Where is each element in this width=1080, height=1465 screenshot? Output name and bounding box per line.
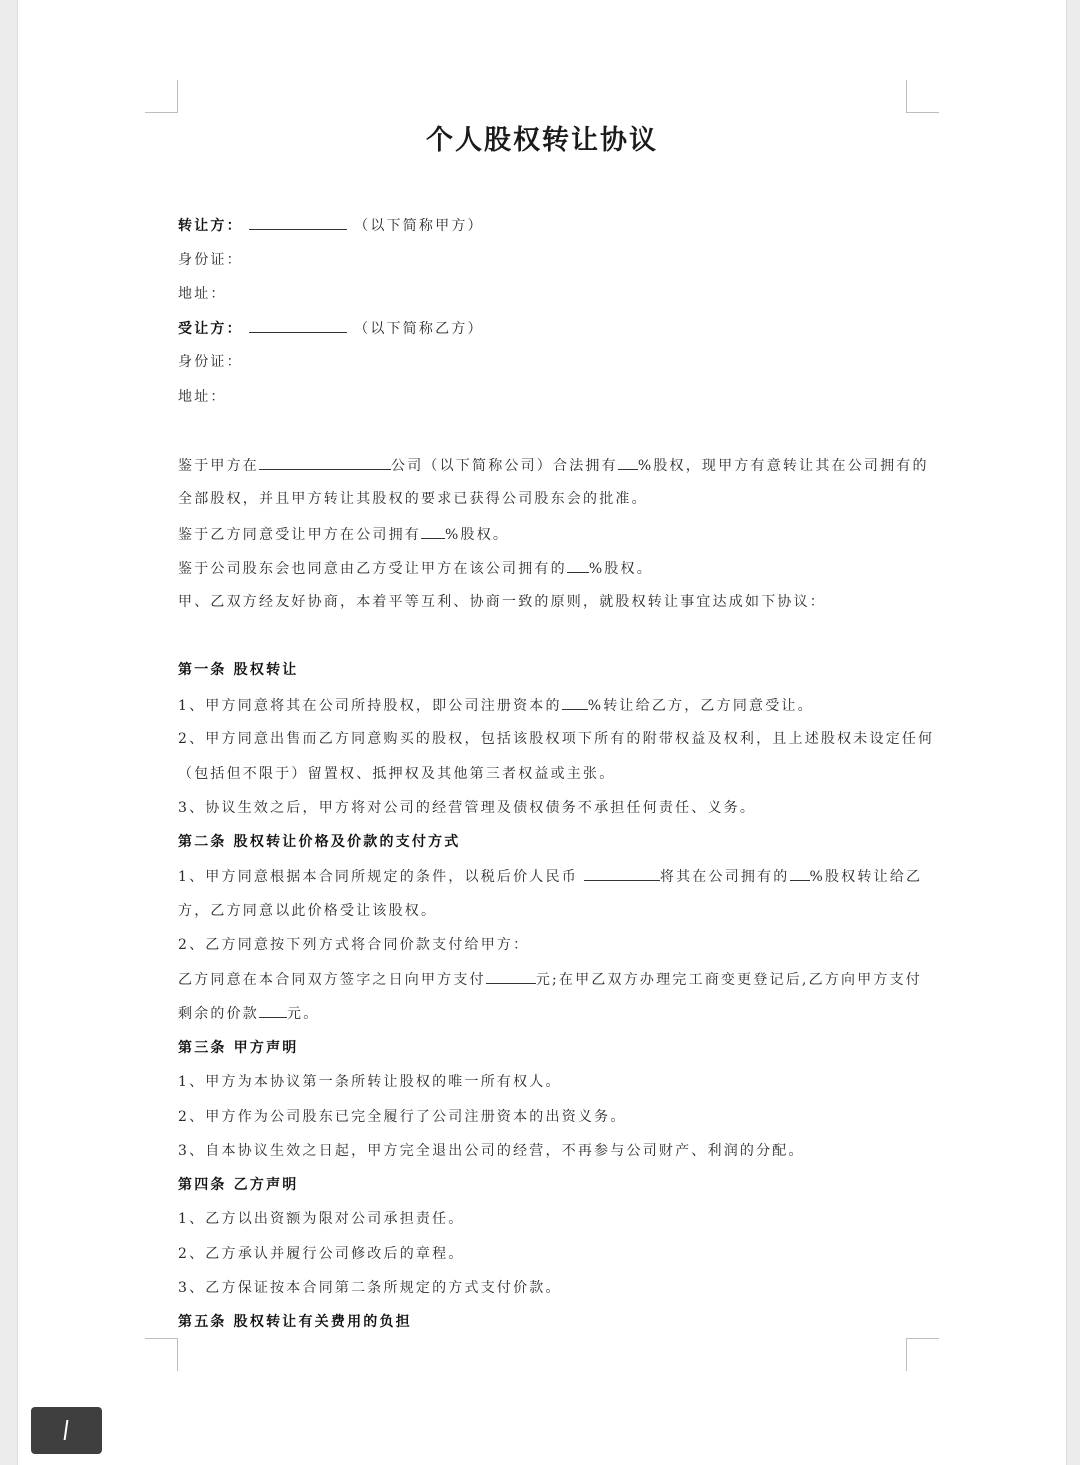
article-5-heading: 第五条 股权转让有关费用的负担 bbox=[178, 1314, 412, 1330]
recital-text: 鉴于公司股东会也同意由乙方受让甲方在该公司拥有的 bbox=[178, 561, 567, 577]
transferor-label: 转让方： bbox=[178, 218, 243, 234]
recital-text: %股权。 bbox=[588, 561, 653, 577]
blank-field[interactable] bbox=[562, 695, 588, 710]
recital-1-cont: 全部股权，并且甲方转让其股权的要求已获得公司股东会的批准。 bbox=[178, 491, 648, 507]
article-3-clause-1: 1、甲方为本协议第一条所转让股权的唯一所有权人。 bbox=[178, 1074, 562, 1090]
recital-text: 公司（以下简称公司）合法拥有 bbox=[391, 458, 618, 474]
transferee-label: 受让方： bbox=[178, 321, 243, 337]
article-3-heading: 第三条 甲方声明 bbox=[178, 1040, 299, 1056]
blank-field[interactable] bbox=[618, 455, 638, 470]
clause-text: %转让给乙方，乙方同意受让。 bbox=[587, 698, 814, 714]
article-4-clause-3: 3、乙方保证按本合同第二条所规定的方式支付价款。 bbox=[178, 1280, 562, 1296]
article-3-clause-3: 3、自本协议生效之日起，甲方完全退出公司的经营，不再参与公司财产、利润的分配。 bbox=[178, 1143, 805, 1159]
recital-2 bbox=[178, 524, 509, 545]
grip-icon bbox=[64, 1420, 69, 1440]
recital-1 bbox=[178, 455, 929, 476]
clause-text: %股权转让给乙 bbox=[809, 869, 923, 885]
article-2-clause-1 bbox=[178, 866, 922, 887]
article-1-clause-2-cont: （包括但不限于）留置权、抵押权及其他第三者权益或主张。 bbox=[178, 766, 616, 782]
blank-field[interactable] bbox=[259, 1003, 287, 1018]
blank-field[interactable] bbox=[259, 455, 391, 470]
article-1-clause-2: 2、甲方同意出售而乙方同意购买的股权，包括该股权项下所有的附带权益及权利，且上述股权未设定任何 bbox=[178, 731, 935, 747]
document-page bbox=[17, 0, 1067, 1465]
article-2-clause-3-cont bbox=[178, 1003, 319, 1024]
id-label: 身份证： bbox=[178, 354, 243, 370]
clause-text: 剩余的价款 bbox=[178, 1006, 259, 1022]
transferor-line bbox=[178, 215, 484, 236]
blank-field[interactable] bbox=[790, 866, 810, 881]
article-2-clause-1-cont: 方，乙方同意以此价格受让该股权。 bbox=[178, 903, 438, 919]
recital-3 bbox=[178, 558, 653, 579]
article-1-clause-3: 3、协议生效之后，甲方将对公司的经营管理及债权债务不承担任何责任、义务。 bbox=[178, 800, 757, 816]
recital-text: 鉴于乙方同意受让甲方在公司拥有 bbox=[178, 527, 421, 543]
id-label: 身份证： bbox=[178, 252, 243, 268]
page-corner-mark bbox=[145, 80, 178, 113]
page-corner-mark bbox=[906, 80, 939, 113]
blank-field[interactable] bbox=[249, 215, 347, 230]
article-2-clause-3 bbox=[178, 969, 922, 990]
article-2-clause-2: 2、乙方同意按下列方式将合同价款支付给甲方： bbox=[178, 937, 530, 953]
address-label: 地址： bbox=[178, 389, 227, 405]
scrollbar-handle[interactable] bbox=[31, 1407, 102, 1454]
article-1-clause-1 bbox=[178, 695, 814, 716]
clause-text: 乙方同意在本合同双方签字之日向甲方支付 bbox=[178, 972, 486, 988]
clause-text: 将其在公司拥有的 bbox=[659, 869, 790, 885]
blank-field[interactable] bbox=[584, 866, 660, 881]
address-label: 地址： bbox=[178, 286, 227, 302]
transferee-line bbox=[178, 318, 484, 339]
blank-field[interactable] bbox=[249, 318, 347, 333]
article-3-clause-2: 2、甲方作为公司股东已完全履行了公司注册资本的出资义务。 bbox=[178, 1109, 627, 1125]
transferee-note: （以下简称乙方） bbox=[354, 321, 484, 337]
article-1-heading: 第一条 股权转让 bbox=[178, 662, 299, 678]
recital-text: 鉴于甲方在 bbox=[178, 458, 259, 474]
clause-text: 1、甲方同意将其在公司所持股权，即公司注册资本的 bbox=[178, 698, 562, 714]
transferor-note: （以下简称甲方） bbox=[354, 218, 484, 234]
clause-text: 元;在甲乙双方办理完工商变更登记后,乙方向甲方支付 bbox=[535, 972, 922, 988]
recital-text: %股权。 bbox=[445, 527, 510, 543]
clause-text: 1、甲方同意根据本合同所规定的条件，以税后价人民币 bbox=[178, 869, 578, 885]
blank-field[interactable] bbox=[567, 558, 589, 573]
clause-text: 元。 bbox=[287, 1006, 320, 1022]
recital-4: 甲、乙双方经友好协商，本着平等互利、协商一致的原则，就股权转让事宜达成如下协议： bbox=[178, 594, 826, 610]
article-4-clause-1: 1、乙方以出资额为限对公司承担责任。 bbox=[178, 1211, 465, 1227]
blank-field[interactable] bbox=[486, 969, 536, 984]
article-4-clause-2: 2、乙方承认并履行公司修改后的章程。 bbox=[178, 1246, 465, 1262]
recital-text: %股权，现甲方有意转让其在公司拥有的 bbox=[637, 458, 929, 474]
article-2-heading: 第二条 股权转让价格及价款的支付方式 bbox=[178, 834, 461, 850]
blank-field[interactable] bbox=[421, 524, 445, 539]
article-4-heading: 第四条 乙方声明 bbox=[178, 1177, 299, 1193]
page-corner-mark bbox=[906, 1338, 939, 1371]
page-corner-mark bbox=[145, 1338, 178, 1371]
document-title: 个人股权转让协议 bbox=[426, 125, 658, 156]
